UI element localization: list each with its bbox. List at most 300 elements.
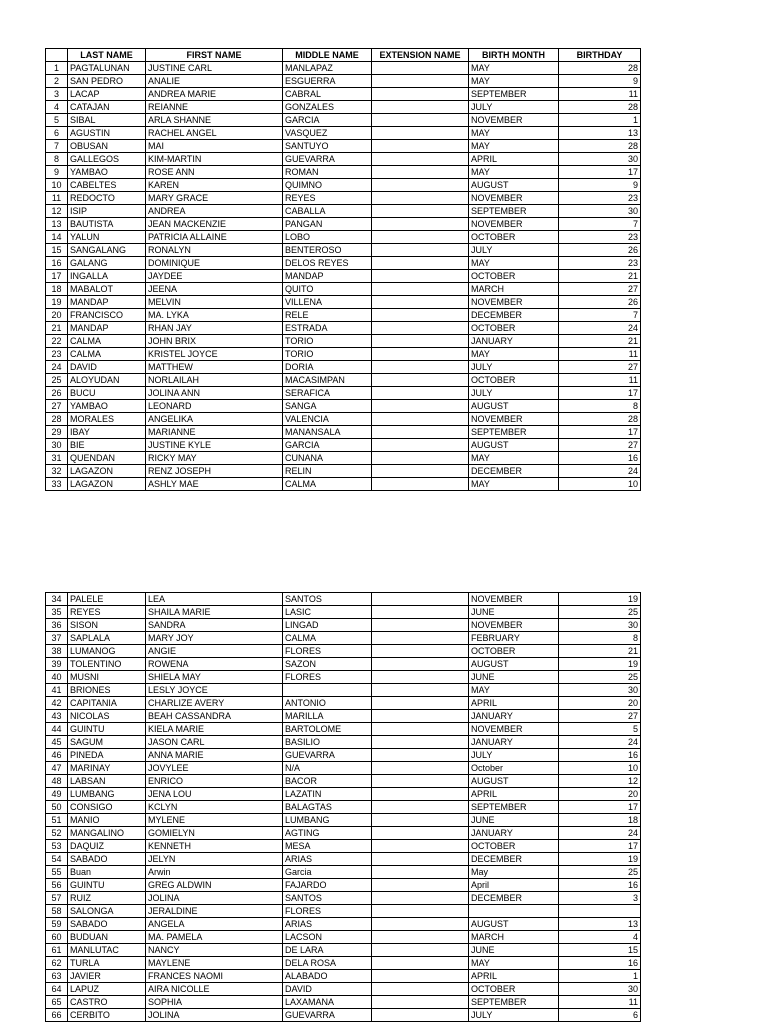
middle-name-cell: LOBO: [283, 231, 372, 244]
first-name-cell: GOMIELYN: [146, 827, 283, 840]
middle-name-cell: DELOS REYES: [283, 257, 372, 270]
last-name-cell: SIBAL: [68, 114, 146, 127]
extension-name-cell: [372, 426, 469, 439]
extension-name-cell: [372, 335, 469, 348]
extension-name-cell: [372, 814, 469, 827]
header-extension-name: EXTENSION NAME: [372, 49, 469, 62]
table-row: [46, 387, 641, 400]
row-number: 58: [46, 905, 68, 918]
table-row: [46, 374, 641, 387]
first-name-cell: LEONARD: [146, 400, 283, 413]
first-name-cell: NANCY: [146, 944, 283, 957]
table-row: [46, 931, 641, 944]
middle-name-cell: GARCIA: [283, 114, 372, 127]
extension-name-cell: [372, 257, 469, 270]
row-number: 47: [46, 762, 68, 775]
row-number: 35: [46, 606, 68, 619]
birth-month-cell: AUGUST: [469, 400, 559, 413]
birth-month-cell: MARCH: [469, 283, 559, 296]
extension-name-cell: [372, 996, 469, 1009]
first-name-cell: CHARLIZE AVERY: [146, 697, 283, 710]
last-name-cell: NICOLAS: [68, 710, 146, 723]
last-name-cell: MABALOT: [68, 283, 146, 296]
extension-name-cell: [372, 478, 469, 491]
birthday-cell: 25: [559, 671, 641, 684]
header-middle-name: MIDDLE NAME: [283, 49, 372, 62]
row-number: 65: [46, 996, 68, 1009]
birth-month-cell: JULY: [469, 101, 559, 114]
table-row: [46, 775, 641, 788]
last-name-cell: REDOCTO: [68, 192, 146, 205]
table-row: [46, 970, 641, 983]
row-number: 10: [46, 179, 68, 192]
table-row: [46, 309, 641, 322]
first-name-cell: DOMINIQUE: [146, 257, 283, 270]
birth-month-cell: JANUARY: [469, 335, 559, 348]
table-row: [46, 879, 641, 892]
birthday-cell: 8: [559, 400, 641, 413]
middle-name-cell: DELA ROSA: [283, 957, 372, 970]
last-name-cell: CONSIGO: [68, 801, 146, 814]
middle-name-cell: BALAGTAS: [283, 801, 372, 814]
extension-name-cell: [372, 179, 469, 192]
row-number: 1: [46, 62, 68, 75]
row-number: 51: [46, 814, 68, 827]
birthday-cell: 23: [559, 231, 641, 244]
last-name-cell: MANIO: [68, 814, 146, 827]
birth-month-cell: October: [469, 762, 559, 775]
middle-name-cell: ALABADO: [283, 970, 372, 983]
middle-name-cell: MARILLA: [283, 710, 372, 723]
extension-name-cell: [372, 593, 469, 606]
extension-name-cell: [372, 632, 469, 645]
row-number: 41: [46, 684, 68, 697]
birth-month-cell: JUNE: [469, 814, 559, 827]
middle-name-cell: MESA: [283, 840, 372, 853]
birthday-cell: 27: [559, 361, 641, 374]
birthday-cell: 17: [559, 426, 641, 439]
row-number: 40: [46, 671, 68, 684]
birth-month-cell: DECEMBER: [469, 892, 559, 905]
first-name-cell: KRISTEL JOYCE: [146, 348, 283, 361]
middle-name-cell: N/A: [283, 762, 372, 775]
extension-name-cell: [372, 439, 469, 452]
table-row: [46, 723, 641, 736]
birthday-cell: 19: [559, 658, 641, 671]
first-name-cell: RICKY MAY: [146, 452, 283, 465]
birthday-cell: 30: [559, 619, 641, 632]
table-row: [46, 127, 641, 140]
extension-name-cell: [372, 348, 469, 361]
row-number: 30: [46, 439, 68, 452]
header-row: [46, 49, 641, 62]
first-name-cell: Arwin: [146, 866, 283, 879]
table-row: [46, 801, 641, 814]
table-row: [46, 62, 641, 75]
extension-name-cell: [372, 827, 469, 840]
birth-month-cell: AUGUST: [469, 918, 559, 931]
birth-month-cell: JUNE: [469, 606, 559, 619]
table-row: [46, 944, 641, 957]
row-number: 21: [46, 322, 68, 335]
birth-month-cell: SEPTEMBER: [469, 801, 559, 814]
row-number: 22: [46, 335, 68, 348]
birthday-cell: 13: [559, 127, 641, 140]
birth-month-cell: AUGUST: [469, 439, 559, 452]
first-name-cell: JEENA: [146, 283, 283, 296]
row-number: 53: [46, 840, 68, 853]
birth-month-cell: OCTOBER: [469, 270, 559, 283]
extension-name-cell: [372, 788, 469, 801]
birth-month-cell: MAY: [469, 257, 559, 270]
extension-name-cell: [372, 749, 469, 762]
table-row: [46, 426, 641, 439]
birth-month-cell: OCTOBER: [469, 374, 559, 387]
birthday-cell: 28: [559, 62, 641, 75]
birthday-cell: 28: [559, 101, 641, 114]
middle-name-cell: GONZALES: [283, 101, 372, 114]
middle-name-cell: FLORES: [283, 671, 372, 684]
first-name-cell: MAI: [146, 140, 283, 153]
birthday-cell: 30: [559, 153, 641, 166]
table-row: [46, 153, 641, 166]
middle-name-cell: CALMA: [283, 478, 372, 491]
table-row: [46, 892, 641, 905]
row-number: 62: [46, 957, 68, 970]
middle-name-cell: GUEVARRA: [283, 153, 372, 166]
table-row: [46, 335, 641, 348]
last-name-cell: GALANG: [68, 257, 146, 270]
middle-name-cell: GARCIA: [283, 439, 372, 452]
row-number: 17: [46, 270, 68, 283]
birthday-cell: 27: [559, 710, 641, 723]
extension-name-cell: [372, 452, 469, 465]
row-number: 48: [46, 775, 68, 788]
birthday-cell: 1: [559, 970, 641, 983]
extension-name-cell: [372, 606, 469, 619]
extension-name-cell: [372, 62, 469, 75]
middle-name-cell: QUITO: [283, 283, 372, 296]
table-row: [46, 452, 641, 465]
table-row: [46, 478, 641, 491]
birthday-cell: 20: [559, 697, 641, 710]
table-row: [46, 192, 641, 205]
birthday-cell: 24: [559, 827, 641, 840]
birth-month-cell: JUNE: [469, 671, 559, 684]
first-name-cell: ENRICO: [146, 775, 283, 788]
birthday-cell: 28: [559, 413, 641, 426]
birth-month-cell: OCTOBER: [469, 840, 559, 853]
extension-name-cell: [372, 218, 469, 231]
extension-name-cell: [372, 153, 469, 166]
birthday-cell: 20: [559, 788, 641, 801]
birth-month-cell: OCTOBER: [469, 231, 559, 244]
middle-name-cell: FAJARDO: [283, 879, 372, 892]
birth-month-cell: FEBRUARY: [469, 632, 559, 645]
birthday-cell: 11: [559, 996, 641, 1009]
extension-name-cell: [372, 970, 469, 983]
birthday-cell: 16: [559, 749, 641, 762]
extension-name-cell: [372, 101, 469, 114]
birthday-cell: 11: [559, 374, 641, 387]
row-number: 6: [46, 127, 68, 140]
row-number: 7: [46, 140, 68, 153]
birthday-cell: 11: [559, 88, 641, 101]
middle-name-cell: SANTOS: [283, 593, 372, 606]
last-name-cell: MARINAY: [68, 762, 146, 775]
table-row: [46, 205, 641, 218]
birthday-cell: 17: [559, 840, 641, 853]
birth-month-cell: NOVEMBER: [469, 192, 559, 205]
extension-name-cell: [372, 88, 469, 101]
table-row: [46, 166, 641, 179]
birthday-cell: 26: [559, 244, 641, 257]
extension-name-cell: [372, 840, 469, 853]
birth-month-cell: April: [469, 879, 559, 892]
birthday-cell: 17: [559, 166, 641, 179]
first-name-cell: RENZ JOSEPH: [146, 465, 283, 478]
header-last-name: LAST NAME: [68, 49, 146, 62]
birth-month-cell: SEPTEMBER: [469, 426, 559, 439]
first-name-cell: JUSTINE CARL: [146, 62, 283, 75]
birth-month-cell: JANUARY: [469, 710, 559, 723]
middle-name-cell: AGTING: [283, 827, 372, 840]
first-name-cell: KCLYN: [146, 801, 283, 814]
extension-name-cell: [372, 918, 469, 931]
row-number: 11: [46, 192, 68, 205]
birthday-cell: 6: [559, 1009, 641, 1022]
table-body-top: [46, 62, 641, 491]
table-row: [46, 697, 641, 710]
last-name-cell: JAVIER: [68, 970, 146, 983]
extension-name-cell: [372, 1009, 469, 1022]
last-name-cell: TOLENTINO: [68, 658, 146, 671]
table-row: [46, 632, 641, 645]
middle-name-cell: SANTOS: [283, 892, 372, 905]
row-number: 32: [46, 465, 68, 478]
birthday-cell: 19: [559, 853, 641, 866]
middle-name-cell: [283, 684, 372, 697]
first-name-cell: RACHEL ANGEL: [146, 127, 283, 140]
last-name-cell: AGUSTIN: [68, 127, 146, 140]
table-row: [46, 840, 641, 853]
extension-name-cell: [372, 75, 469, 88]
extension-name-cell: [372, 944, 469, 957]
first-name-cell: MA. PAMELA: [146, 931, 283, 944]
first-name-cell: JOLINA: [146, 892, 283, 905]
birthday-cell: 30: [559, 205, 641, 218]
row-number: 46: [46, 749, 68, 762]
first-name-cell: LESLY JOYCE: [146, 684, 283, 697]
extension-name-cell: [372, 697, 469, 710]
extension-name-cell: [372, 140, 469, 153]
middle-name-cell: ANTONIO: [283, 697, 372, 710]
row-number: 5: [46, 114, 68, 127]
middle-name-cell: MANANSALA: [283, 426, 372, 439]
birth-month-cell: MAY: [469, 684, 559, 697]
table-row: [46, 140, 641, 153]
table-row: [46, 114, 641, 127]
first-name-cell: KIELA MARIE: [146, 723, 283, 736]
extension-name-cell: [372, 762, 469, 775]
last-name-cell: CERBITO: [68, 1009, 146, 1022]
birth-month-cell: MARCH: [469, 931, 559, 944]
extension-name-cell: [372, 710, 469, 723]
middle-name-cell: CABALLA: [283, 205, 372, 218]
birth-month-cell: MAY: [469, 140, 559, 153]
table-row: [46, 645, 641, 658]
middle-name-cell: GUEVARRA: [283, 749, 372, 762]
middle-name-cell: CUNANA: [283, 452, 372, 465]
table-row: [46, 218, 641, 231]
middle-name-cell: LUMBANG: [283, 814, 372, 827]
last-name-cell: QUENDAN: [68, 452, 146, 465]
first-name-cell: JOHN BRIX: [146, 335, 283, 348]
table-row: [46, 749, 641, 762]
row-number: 42: [46, 697, 68, 710]
row-number: 60: [46, 931, 68, 944]
table-row: [46, 606, 641, 619]
birthday-cell: 21: [559, 645, 641, 658]
first-name-cell: RONALYN: [146, 244, 283, 257]
birthday-cell: 27: [559, 283, 641, 296]
extension-name-cell: [372, 645, 469, 658]
row-number: 14: [46, 231, 68, 244]
row-number: 57: [46, 892, 68, 905]
last-name-cell: CAPITANIA: [68, 697, 146, 710]
extension-name-cell: [372, 775, 469, 788]
extension-name-cell: [372, 231, 469, 244]
middle-name-cell: GUEVARRA: [283, 1009, 372, 1022]
birthday-cell: 3: [559, 892, 641, 905]
first-name-cell: MARY GRACE: [146, 192, 283, 205]
extension-name-cell: [372, 205, 469, 218]
extension-name-cell: [372, 866, 469, 879]
header-first-name: FIRST NAME: [146, 49, 283, 62]
birth-month-cell: JUNE: [469, 944, 559, 957]
middle-name-cell: SAZON: [283, 658, 372, 671]
first-name-cell: ANDREA MARIE: [146, 88, 283, 101]
extension-name-cell: [372, 957, 469, 970]
middle-name-cell: BENTEROSO: [283, 244, 372, 257]
first-name-cell: ROSE ANN: [146, 166, 283, 179]
row-number: 55: [46, 866, 68, 879]
row-number: 50: [46, 801, 68, 814]
middle-name-cell: CABRAL: [283, 88, 372, 101]
last-name-cell: PINEDA: [68, 749, 146, 762]
last-name-cell: FRANCISCO: [68, 309, 146, 322]
first-name-cell: JASON CARL: [146, 736, 283, 749]
first-name-cell: ANGELIKA: [146, 413, 283, 426]
birth-month-cell: JULY: [469, 244, 559, 257]
roster-table-bottom: [45, 592, 641, 1022]
last-name-cell: YAMBAO: [68, 166, 146, 179]
birthday-cell: 21: [559, 335, 641, 348]
last-name-cell: SAN PEDRO: [68, 75, 146, 88]
row-number: 19: [46, 296, 68, 309]
row-number: 15: [46, 244, 68, 257]
first-name-cell: ANNA MARIE: [146, 749, 283, 762]
birthday-cell: 18: [559, 814, 641, 827]
table-row: [46, 905, 641, 918]
birth-month-cell: AUGUST: [469, 775, 559, 788]
middle-name-cell: BASILIO: [283, 736, 372, 749]
table-row: [46, 231, 641, 244]
extension-name-cell: [372, 931, 469, 944]
last-name-cell: GALLEGOS: [68, 153, 146, 166]
table-row: [46, 88, 641, 101]
roster-table-top: [45, 48, 641, 491]
row-number: 26: [46, 387, 68, 400]
birthday-cell: 30: [559, 684, 641, 697]
first-name-cell: NORLAILAH: [146, 374, 283, 387]
last-name-cell: ISIP: [68, 205, 146, 218]
extension-name-cell: [372, 736, 469, 749]
extension-name-cell: [372, 192, 469, 205]
row-number: 12: [46, 205, 68, 218]
table-row: [46, 853, 641, 866]
last-name-cell: MUSNI: [68, 671, 146, 684]
first-name-cell: ANGELA: [146, 918, 283, 931]
extension-name-cell: [372, 270, 469, 283]
row-number: 43: [46, 710, 68, 723]
middle-name-cell: ROMAN: [283, 166, 372, 179]
table-row: [46, 671, 641, 684]
row-number: 37: [46, 632, 68, 645]
row-number: 25: [46, 374, 68, 387]
table-row: [46, 348, 641, 361]
birth-month-cell: NOVEMBER: [469, 296, 559, 309]
middle-name-cell: REYES: [283, 192, 372, 205]
extension-name-cell: [372, 283, 469, 296]
row-number: 20: [46, 309, 68, 322]
first-name-cell: PATRICIA ALLAINE: [146, 231, 283, 244]
table-row: [46, 179, 641, 192]
first-name-cell: ROWENA: [146, 658, 283, 671]
last-name-cell: YALUN: [68, 231, 146, 244]
birth-month-cell: MAY: [469, 452, 559, 465]
last-name-cell: SALONGA: [68, 905, 146, 918]
birthday-cell: 8: [559, 632, 641, 645]
birth-month-cell: JULY: [469, 1009, 559, 1022]
birth-month-cell: JULY: [469, 387, 559, 400]
middle-name-cell: FLORES: [283, 905, 372, 918]
birthday-cell: 26: [559, 296, 641, 309]
row-number: 56: [46, 879, 68, 892]
birthday-cell: 17: [559, 801, 641, 814]
birthday-cell: 13: [559, 918, 641, 931]
row-number: 54: [46, 853, 68, 866]
first-name-cell: ARLA SHANNE: [146, 114, 283, 127]
row-number: 8: [46, 153, 68, 166]
extension-name-cell: [372, 244, 469, 257]
table-row: [46, 957, 641, 970]
middle-name-cell: VALENCIA: [283, 413, 372, 426]
middle-name-cell: PANGAN: [283, 218, 372, 231]
row-number: 4: [46, 101, 68, 114]
middle-name-cell: VILLENA: [283, 296, 372, 309]
row-number: 3: [46, 88, 68, 101]
birth-month-cell: APRIL: [469, 697, 559, 710]
birth-month-cell: AUGUST: [469, 658, 559, 671]
birthday-cell: 25: [559, 866, 641, 879]
birth-month-cell: NOVEMBER: [469, 619, 559, 632]
first-name-cell: MYLENE: [146, 814, 283, 827]
first-name-cell: JERALDINE: [146, 905, 283, 918]
birthday-cell: 15: [559, 944, 641, 957]
last-name-cell: MANGALINO: [68, 827, 146, 840]
last-name-cell: MANDAP: [68, 296, 146, 309]
